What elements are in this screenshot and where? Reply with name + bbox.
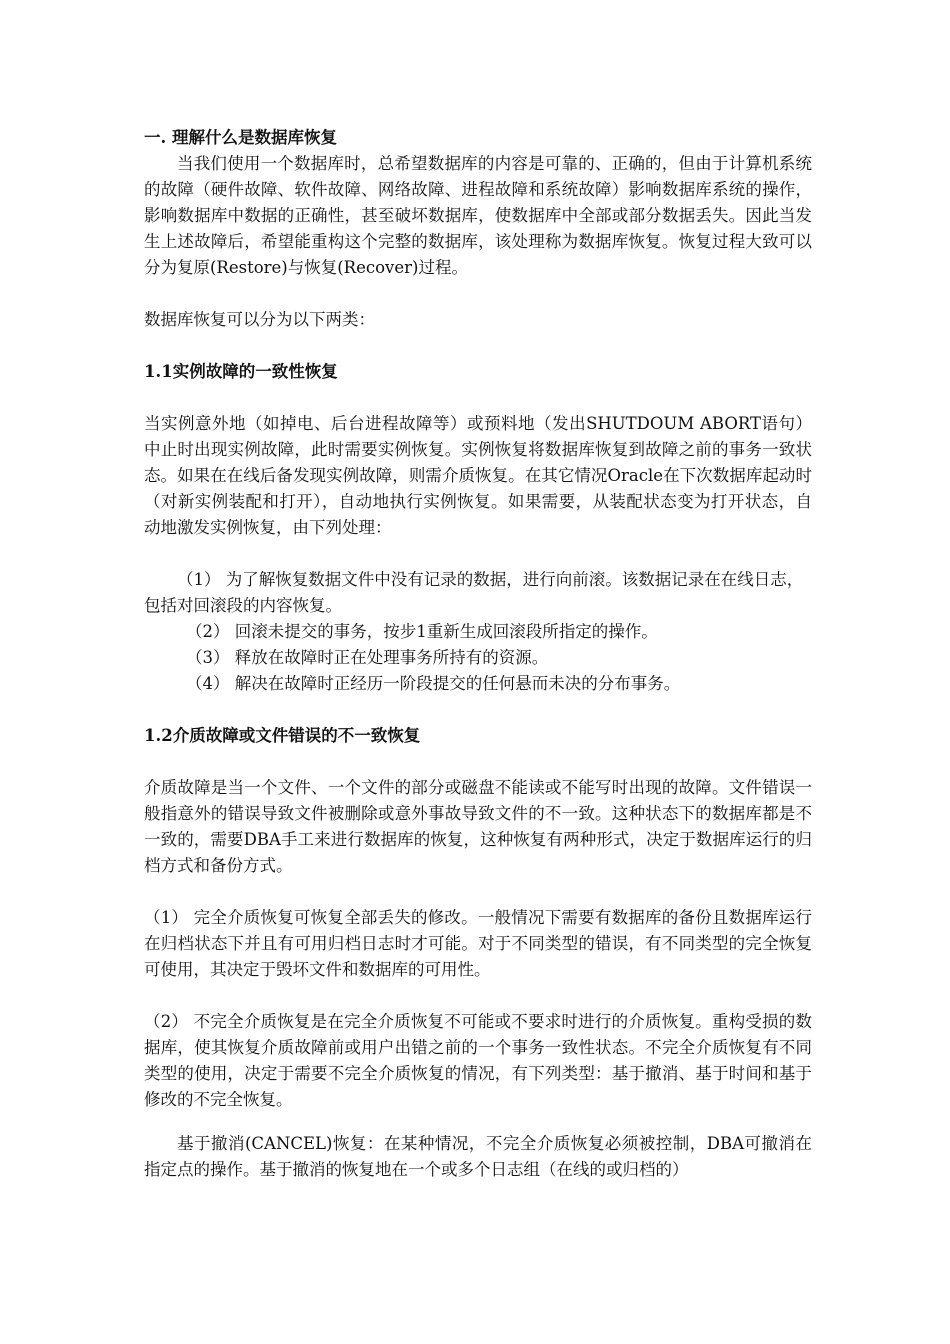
- paragraph-instance-failure: 当实例意外地（如掉电、后台进程故障等）或预料地（发出SHUTDOUM ABORT语句）中止时出现实例故障，此时需要实例恢复。实例恢复将数据库恢复到故障之前的事务一致状态。如果在在线后备发现实例故障，则需介质恢复。在其它情况Oracle在下次数据库起动时（对新实例装配和打开），自动地执行实例恢复。如果需要，从装配状态变为打开状态，自动地激发实例恢复，由下列处理：: [144, 414, 812, 537]
- paragraph-media-failure: 介质故障是当一个文件、一个文件的部分或磁盘不能读或不能写时出现的故障。文件错误一般指意外的错误导致文件被删除或意外事故导致文件的不一致。这种状态下的数据库都是不一致的，需要DBA手工来进行数据库的恢复，这种恢复有两种形式，决定于数据库运行的归档方式和备份方式。: [144, 778, 812, 875]
- list-item-2: （2） 回滚未提交的事务，按步1重新生成回滚段所指定的操作。: [186, 622, 658, 641]
- spacer: [144, 1113, 812, 1131]
- list-item-3: （3） 释放在故障时正在处理事务所持有的资源。: [186, 648, 549, 667]
- section-heading-1-1: 1.1实例故障的一致性恢复: [144, 362, 338, 381]
- paragraph-incomplete-recovery: （2） 不完全介质恢复是在完全介质恢复不可能或不要求时进行的介质恢复。重构受损的数据库，使其恢复介质故障前或用户出错之前的一个事务一致性状态。不完全介质恢复有不同类型的使用，决定于需要不完全介质恢复的情况，有下列类型：基于撤消、基于时间和基于修改的不完全恢复。: [144, 1012, 812, 1109]
- list-item-1-continued: 包括对回滚段的内容恢复。: [144, 596, 342, 615]
- document-body: [144, 125, 812, 1183]
- paragraph-cancel-based-recovery: 基于撤消(CANCEL)恢复：在某种情况，不完全介质恢复必须被控制，DBA可撤消在指定点的操作。基于撤消的恢复地在一个或多个日志组（在线的或归档的）: [144, 1134, 812, 1179]
- paragraph-categories: 数据库恢复可以分为以下两类：: [144, 310, 375, 329]
- section-heading-1-2: 1.2介质故障或文件错误的不一致恢复: [144, 726, 421, 745]
- list-item-4: （4） 解决在故障时正经历一阶段提交的任何悬而未决的分布事务。: [186, 674, 681, 693]
- spacer: [144, 749, 812, 775]
- spacer: [144, 281, 812, 307]
- spacer: [144, 983, 812, 1009]
- spacer: [144, 697, 812, 723]
- spacer: [144, 879, 812, 905]
- spacer: [144, 333, 812, 359]
- spacer: [144, 385, 812, 411]
- list-item-1: （1） 为了解恢复数据文件中没有记录的数据，进行向前滚。该数据记录在在线日志，: [177, 570, 804, 589]
- section-heading-1: 一. 理解什么是数据库恢复: [144, 128, 337, 147]
- paragraph-intro: 当我们使用一个数据库时，总希望数据库的内容是可靠的、正确的，但由于计算机系统的故障（硬件故障、软件故障、网络故障、进程故障和系统故障）影响数据库系统的操作，影响数据库中数据的正确性，甚至破坏数据库，使数据库中全部或部分数据丢失。因此当发生上述故障后，希望能重构这个完整的数据库，该处理称为数据库恢复。恢复过程大致可以分为复原(Restore)与恢复(Recover)过程。: [144, 154, 812, 277]
- paragraph-complete-recovery: （1） 完全介质恢复可恢复全部丢失的修改。一般情况下需要有数据库的备份且数据库运行在归档状态下并且有可用归档日志时才可能。对于不同类型的错误，有不同类型的完全恢复可使用，其决定于毁坏文件和数据库的可用性。: [144, 908, 812, 979]
- spacer: [144, 541, 812, 567]
